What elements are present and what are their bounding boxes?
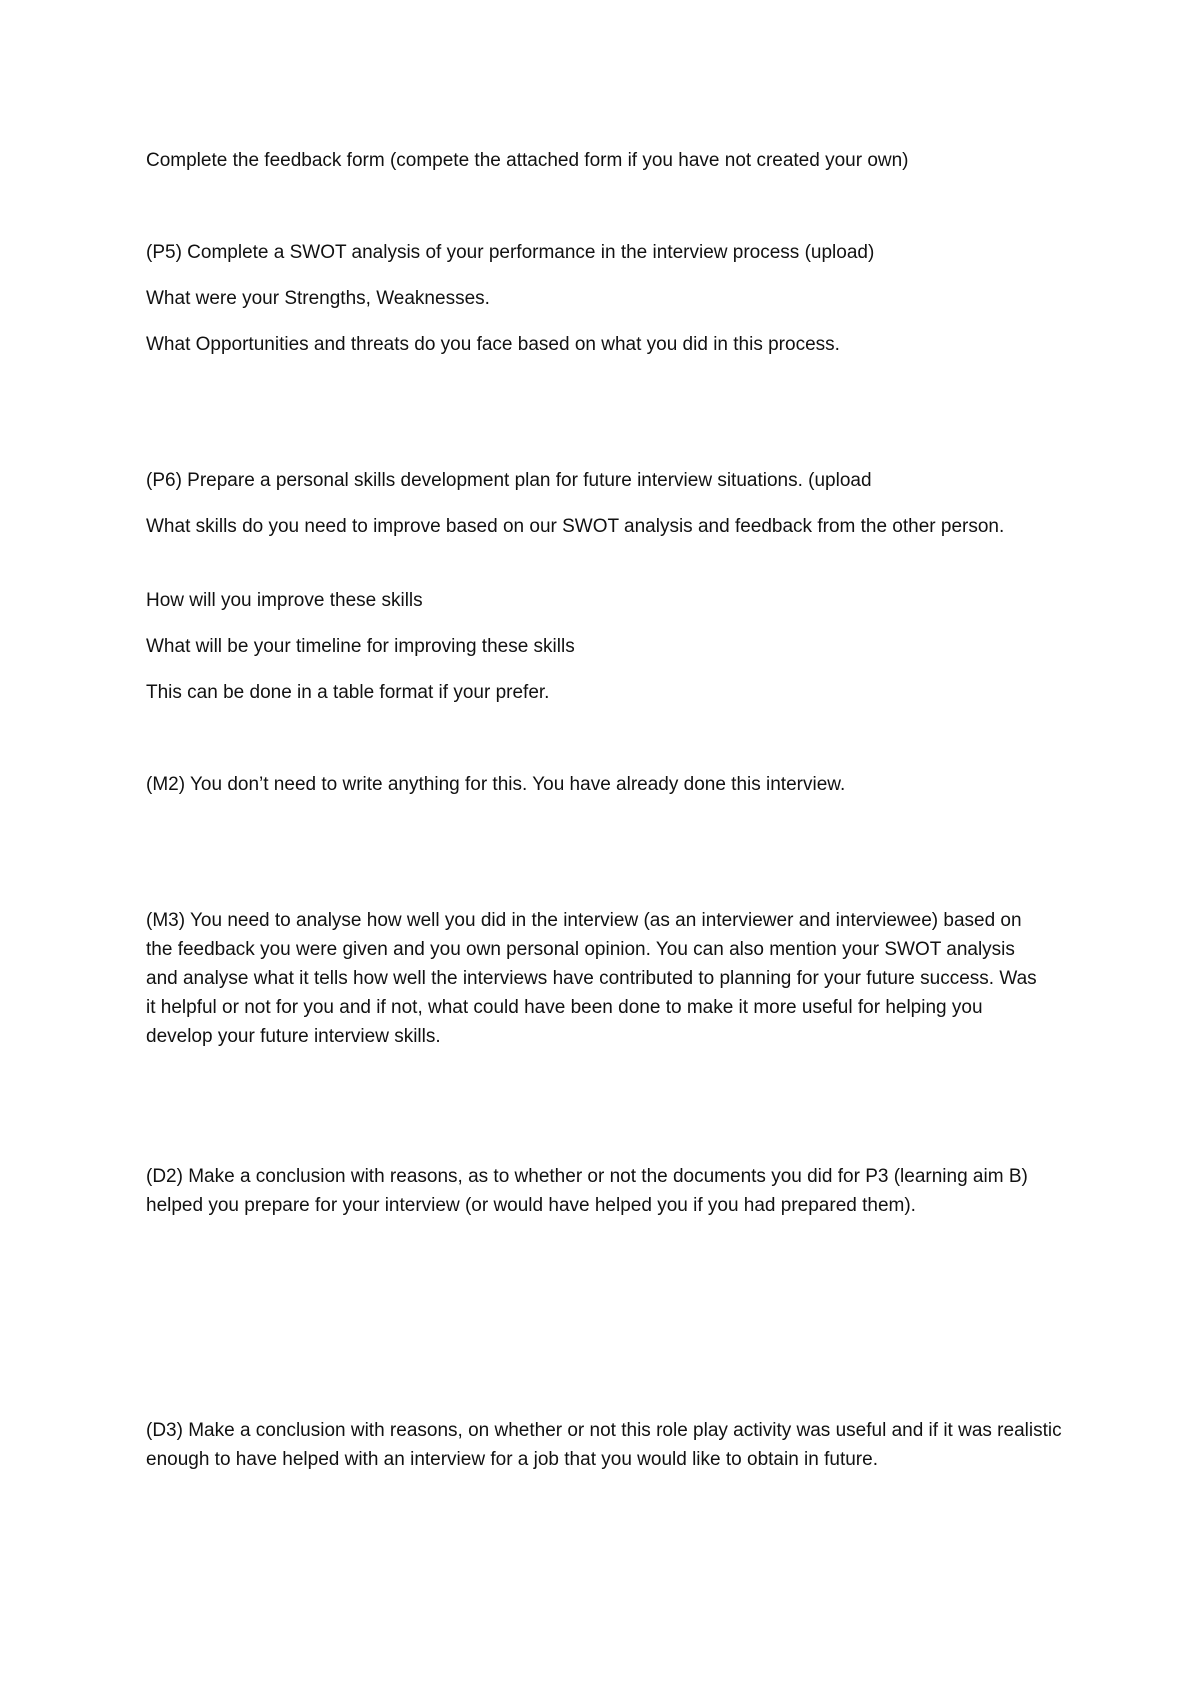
p6-table-line: This can be done in a table format if your prefer. bbox=[146, 682, 550, 703]
d2-paragraph: (D2) Make a conclusion with reasons, as to whether or not the documents you did for P3 (learning aim B) helped you prepare for your interview (or would have helped you if you had prepared them). bbox=[146, 1166, 1028, 1216]
m3-paragraph: (M3) You need to analyse how well you did in the interview (as an interviewer and interviewee) based on the feedback you were given and you own personal opinion. You can also mention your SWOT analysis and analyse what it tells how well the interviews have contributed to planning for your future success. Was it helpful or not for you and if not, what could have been done to make it more useful for helping you develop your future interview skills. bbox=[146, 910, 1037, 1047]
p6-timeline-line: What will be your timeline for improving these skills bbox=[146, 636, 575, 657]
m2-paragraph: (M2) You don’t need to write anything for this. You have already done this interview. bbox=[146, 774, 846, 795]
intro-instruction: Complete the feedback form (compete the attached form if you have not created your own) bbox=[146, 150, 909, 171]
p6-improve-line: How will you improve these skills bbox=[146, 590, 423, 611]
p5-strengths-line: What were your Strengths, Weaknesses. bbox=[146, 288, 490, 309]
p6-skills-line: What skills do you need to improve based on our SWOT analysis and feedback from the other person. bbox=[146, 516, 1005, 537]
d3-paragraph: (D3) Make a conclusion with reasons, on whether or not this role play activity was useful and if it was realistic enough to have helped with an interview for a job that you would like to obtain in future. bbox=[146, 1420, 1062, 1470]
p5-opportunities-line: What Opportunities and threats do you face based on what you did in this process. bbox=[146, 334, 840, 355]
p5-heading: (P5) Complete a SWOT analysis of your performance in the interview process (upload) bbox=[146, 242, 875, 263]
p6-heading: (P6) Prepare a personal skills development plan for future interview situations. (upload bbox=[146, 470, 872, 491]
